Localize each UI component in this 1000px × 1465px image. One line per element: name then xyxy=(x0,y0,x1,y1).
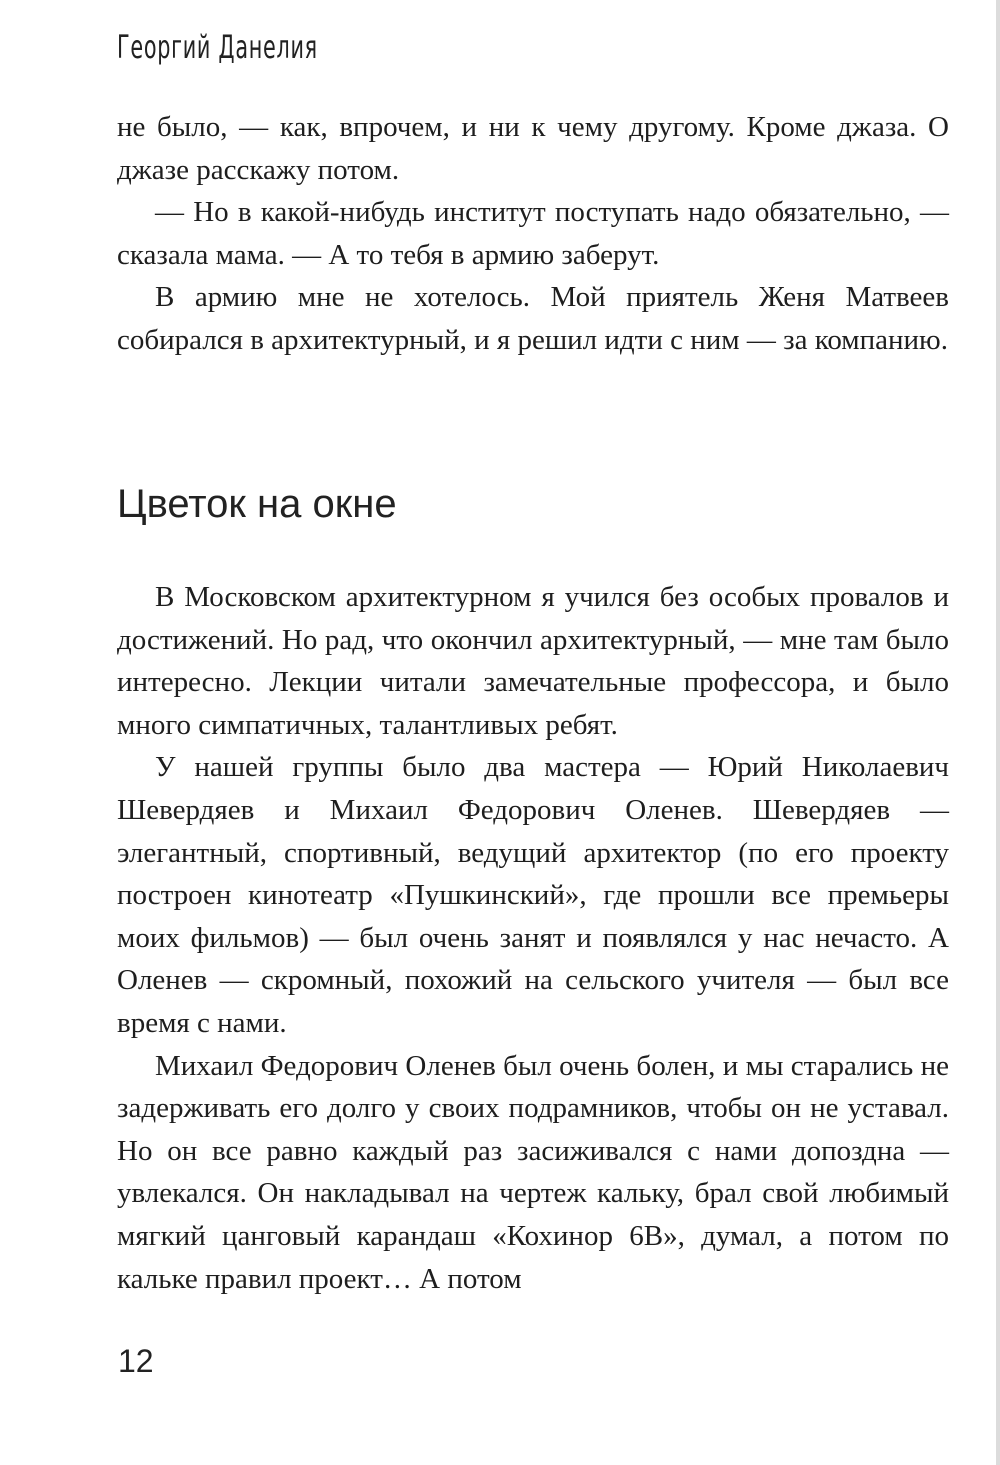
running-head: Георгий Данелия xyxy=(117,28,318,66)
paragraph: не было, — как, впрочем, и ни к чему другому. Кроме джаза. О джазе расскажу потом. xyxy=(117,111,949,186)
text-block-chapter xyxy=(117,576,949,1300)
paragraph: В армию мне не хотелось. Мой приятель Женя Матвеев собирался в архитектурный, и я решил идти с ним — за компанию. xyxy=(117,281,949,356)
page-number: 12 xyxy=(118,1343,154,1379)
paragraph: Михаил Федорович Оленев был очень болен, и мы старались не задерживать его долго у своих подрамников, чтобы он не уставал. Но он все равно каждый раз засиживался с нами допоздна — увлекался. Он накладывал на чертеж кальку, брал свой любимый мягкий цанговый карандаш «Кохинор 6В», думал, а потом по кальке правил проект… А потом xyxy=(117,1049,949,1295)
paragraph: В Московском архитектурном я учился без особых провалов и достижений. Но рад, что окончил архитектурный, — мне там было интересно. Лекции читали замечательные профессора, и было много симпатичных, талантливых ребят. xyxy=(117,581,949,741)
chapter-title: Цветок на окне xyxy=(117,482,397,526)
paragraph: У нашей группы было два мастера — Юрий Николаевич Шевердяев и Михаил Федорович Оленев. Шевердяев — элегантный, спортивный, ведущий архитектор (по его проекту построен кинотеатр «Пушкинский», где прошли все премьеры моих фильмов) — был очень занят и появлялся у нас нечасто. А Оленев — скромный, похожий на сельского учителя — был все время с нами. xyxy=(117,751,949,1039)
paragraph: — Но в какой-нибудь институт поступать надо обязательно, — сказала мама. — А то тебя в армию заберут. xyxy=(117,196,949,271)
text-block-intro xyxy=(117,106,949,362)
page-edge xyxy=(996,0,1000,1465)
